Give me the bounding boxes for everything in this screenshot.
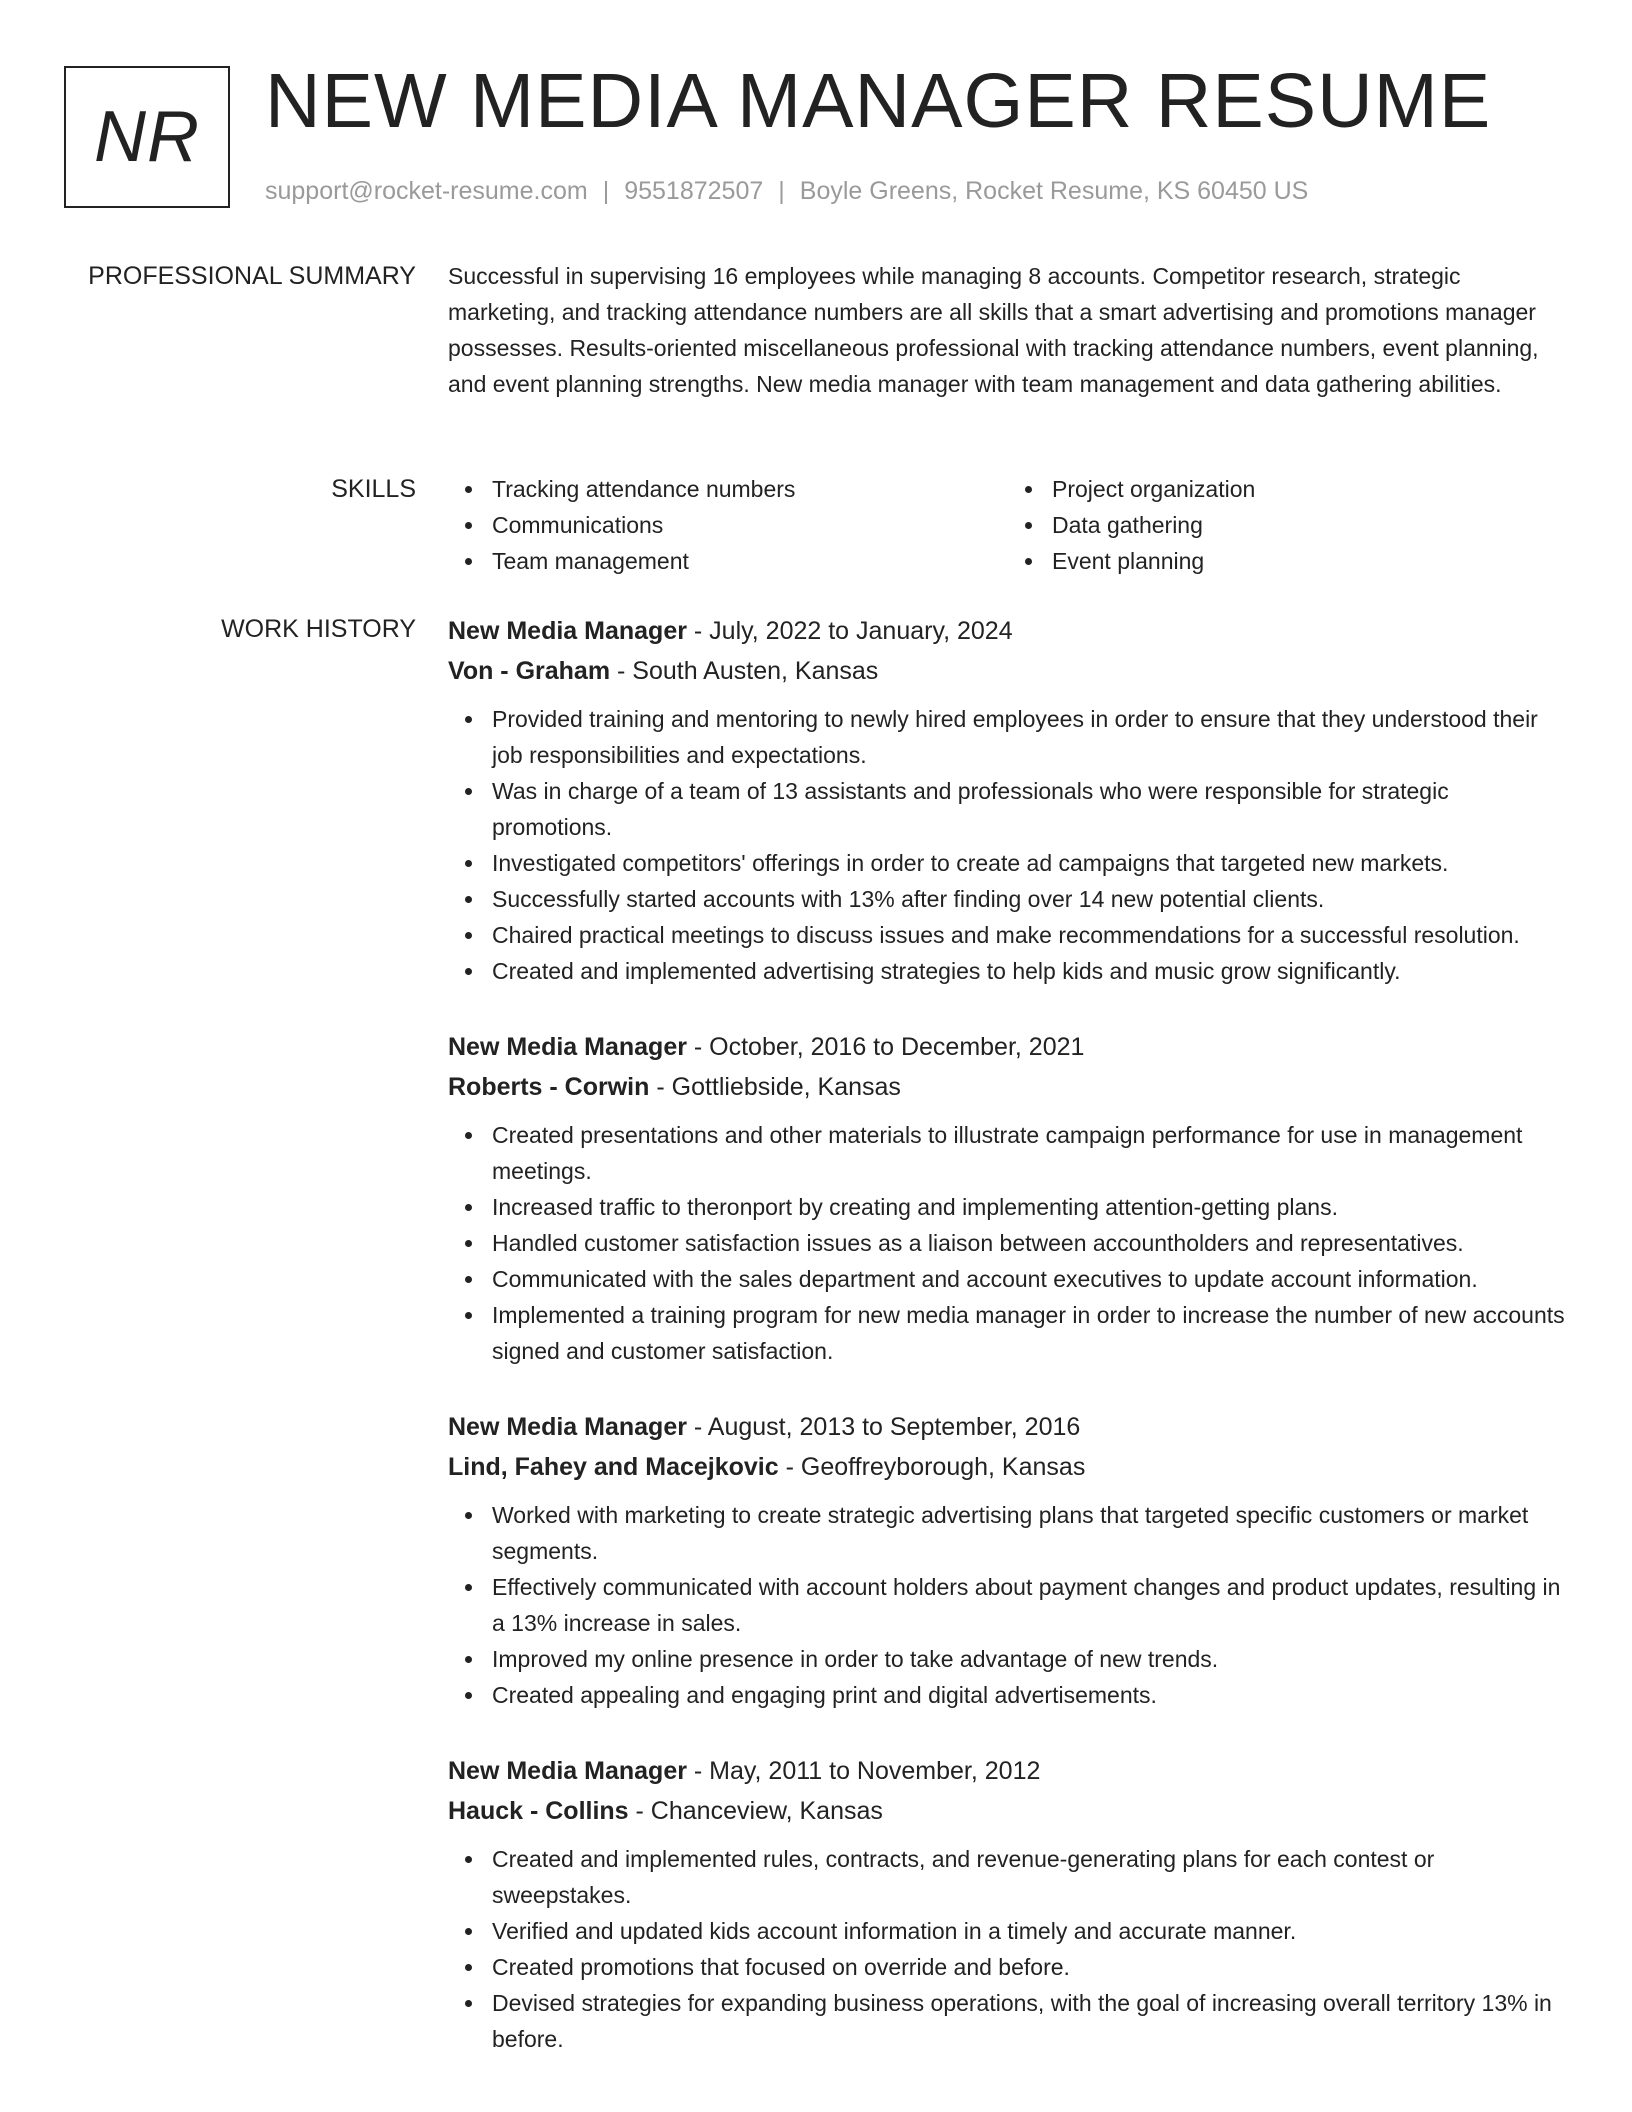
job-title: New Media Manager bbox=[448, 1033, 687, 1061]
job-location: - Geoffreyborough, Kansas bbox=[778, 1453, 1086, 1481]
job-location: - South Austen, Kansas bbox=[610, 657, 879, 685]
contact-separator: | bbox=[778, 177, 785, 205]
job-bullet: Created and implemented rules, contracts, and revenue-generating plans for each contest or sweepstakes. bbox=[492, 1841, 1568, 1913]
job-bullets bbox=[448, 1117, 1568, 1369]
job-company: Von - Graham bbox=[448, 657, 611, 685]
job-bullet: Successfully started accounts with 13% after finding over 14 new potential clients. bbox=[492, 881, 1568, 917]
skills-heading: SKILLS bbox=[331, 475, 416, 503]
job-bullets bbox=[448, 1841, 1568, 2057]
job-dates: - August, 2013 to September, 2016 bbox=[686, 1413, 1081, 1441]
job-bullet: Investigated competitors' offerings in order to create ad campaigns that targeted new markets. bbox=[492, 845, 1568, 881]
job-location: - Chanceview, Kansas bbox=[628, 1797, 883, 1825]
job-bullet: Created appealing and engaging print and digital advertisements. bbox=[492, 1677, 1568, 1713]
job-bullet: Worked with marketing to create strategic advertising plans that targeted specific customers or market segments. bbox=[492, 1497, 1568, 1569]
skill-item: Tracking attendance numbers bbox=[492, 471, 1008, 507]
job-title-line bbox=[448, 1751, 1568, 1791]
job-company-line bbox=[448, 1067, 1568, 1107]
job-bullet: Created presentations and other materials to illustrate campaign performance for use in management meetings. bbox=[492, 1117, 1568, 1189]
job-bullet: Handled customer satisfaction issues as a liaison between accountholders and representatives. bbox=[492, 1225, 1568, 1261]
job-company-line bbox=[448, 1791, 1568, 1831]
job-entry bbox=[448, 1751, 1568, 2057]
job-title-line bbox=[448, 611, 1568, 651]
job-company-line bbox=[448, 651, 1568, 691]
job-dates: - May, 2011 to November, 2012 bbox=[686, 1757, 1041, 1785]
summary-text: Successful in supervising 16 employees while managing 8 accounts. Competitor research, strategic marketing, and tracking attendance numbers are all skills that a smart advertising and promotions manager possesses. Results-oriented miscellaneous professional with tracking attendance numbers, event planning, and event planning strengths. New media manager with team management and data gathering abilities. bbox=[448, 263, 1539, 397]
job-bullet: Implemented a training program for new media manager in order to increase the number of new accounts signed and customer satisfaction. bbox=[492, 1297, 1568, 1369]
summary-heading: PROFESSIONAL SUMMARY bbox=[88, 262, 416, 290]
job-company: Hauck - Collins bbox=[448, 1797, 629, 1825]
job-bullets bbox=[448, 1497, 1568, 1713]
job-bullet: Chaired practical meetings to discuss issues and make recommendations for a successful resolution. bbox=[492, 917, 1568, 953]
skills-grid bbox=[448, 471, 1568, 579]
job-company: Roberts - Corwin bbox=[448, 1073, 650, 1101]
skill-item: Data gathering bbox=[1052, 507, 1568, 543]
work-history-body bbox=[448, 611, 1568, 2095]
contact-address: Boyle Greens, Rocket Resume, KS 60450 US bbox=[799, 177, 1309, 205]
job-title: New Media Manager bbox=[448, 1413, 687, 1441]
job-bullet: Was in charge of a team of 13 assistants and professionals who were responsible for strategic promotions. bbox=[492, 773, 1568, 845]
job-bullet: Verified and updated kids account information in a timely and accurate manner. bbox=[492, 1913, 1568, 1949]
job-bullet: Created and implemented advertising strategies to help kids and music grow significantly. bbox=[492, 953, 1568, 989]
job-bullet: Devised strategies for expanding business operations, with the goal of increasing overall territory 13% in before. bbox=[492, 1985, 1568, 2057]
skills-column-left bbox=[448, 471, 1008, 579]
job-title: New Media Manager bbox=[448, 617, 687, 645]
job-location: - Gottliebside, Kansas bbox=[649, 1073, 901, 1101]
contact-email: support@rocket-resume.com bbox=[265, 177, 588, 205]
contact-phone: 9551872507 bbox=[624, 177, 764, 205]
job-company: Lind, Fahey and Macejkovic bbox=[448, 1453, 779, 1481]
page-title: NEW MEDIA MANAGER RESUME bbox=[265, 58, 1492, 144]
job-bullet: Increased traffic to theronport by creating and implementing attention-getting plans. bbox=[492, 1189, 1568, 1225]
contact-line bbox=[265, 174, 1308, 208]
job-title-line bbox=[448, 1407, 1568, 1447]
job-title-line bbox=[448, 1027, 1568, 1067]
job-bullet: Provided training and mentoring to newly hired employees in order to ensure that they understood their job responsibilities and expectations. bbox=[492, 701, 1568, 773]
skills-body bbox=[448, 471, 1568, 579]
job-entry bbox=[448, 1027, 1568, 1369]
job-bullets bbox=[448, 701, 1568, 989]
job-bullet: Created promotions that focused on override and before. bbox=[492, 1949, 1568, 1985]
initials-monogram: NR bbox=[64, 66, 230, 208]
job-entry bbox=[448, 611, 1568, 989]
skill-item: Project organization bbox=[1052, 471, 1568, 507]
work-history-heading: WORK HISTORY bbox=[221, 615, 416, 643]
job-entry bbox=[448, 1407, 1568, 1713]
summary-body bbox=[448, 258, 1568, 402]
job-title: New Media Manager bbox=[448, 1757, 687, 1785]
job-dates: - October, 2016 to December, 2021 bbox=[686, 1033, 1085, 1061]
skill-item: Team management bbox=[492, 543, 1008, 579]
skills-column-right bbox=[1008, 471, 1568, 579]
job-bullet: Effectively communicated with account holders about payment changes and product updates, resulting in a 13% increase in sales. bbox=[492, 1569, 1568, 1641]
contact-separator: | bbox=[602, 177, 610, 205]
skill-item: Communications bbox=[492, 507, 1008, 543]
job-bullet: Communicated with the sales department and account executives to update account information. bbox=[492, 1261, 1568, 1297]
job-dates: - July, 2022 to January, 2024 bbox=[686, 617, 1013, 645]
job-company-line bbox=[448, 1447, 1568, 1487]
skill-item: Event planning bbox=[1052, 543, 1568, 579]
job-bullet: Improved my online presence in order to take advantage of new trends. bbox=[492, 1641, 1568, 1677]
